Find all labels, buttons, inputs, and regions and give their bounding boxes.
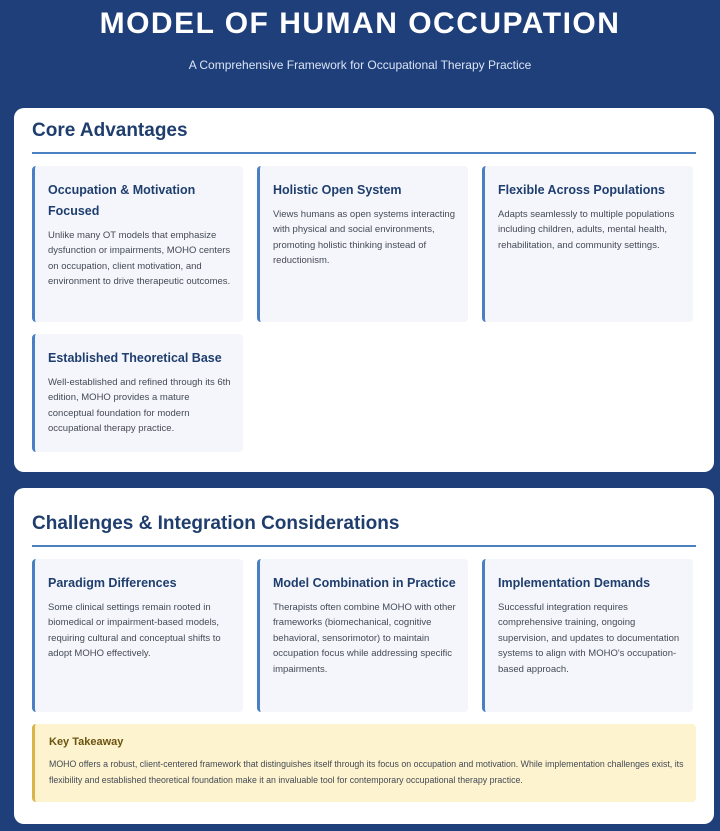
section-title-advantages: Core Advantages [32, 120, 696, 154]
page-title: MODEL OF HUMAN OCCUPATION [99, 7, 621, 40]
page-header [0, 0, 720, 100]
card-title: Occupation & Motivation Focused [48, 183, 196, 218]
takeaway-body: MOHO offers a robust, client-centered framework that distinguishes itself through its focus on occupation and motivation. While implementation challenges exist, its flexibility and established theoretical foundation make it an invaluable tool for contemporary occupational therapy practice. [49, 759, 684, 785]
challenges-panel [14, 488, 714, 824]
takeaway-title: Key Takeaway [49, 736, 124, 748]
card-title: Flexible Across Populations [498, 183, 665, 197]
page-subtitle: A Comprehensive Framework for Occupational Therapy Practice [188, 58, 532, 72]
advantage-card-flexible-populations [482, 166, 693, 322]
challenge-card-implementation-demands [482, 559, 693, 712]
card-body: Adapts seamlessly to multiple populations including children, adults, mental health, rehabilitation, and community settings. [498, 209, 675, 251]
advantages-grid [32, 166, 696, 452]
card-title: Holistic Open System [273, 183, 402, 197]
advantage-card-occupation-motivation [32, 166, 243, 322]
key-takeaway-box [32, 724, 696, 802]
card-body: Some clinical settings remain rooted in biomedical or impairment-based models, requiring cultural and conceptual shifts to adopt MOHO effectively. [48, 602, 221, 660]
card-title: Paradigm Differences [48, 576, 177, 590]
card-body: Views humans as open systems interacting with physical and social environments, promoting holistic thinking instead of reductionism. [273, 209, 455, 267]
card-body: Unlike many OT models that emphasize dysfunction or impairments, MOHO centers on occupation, client motivation, and environment to drive therapeutic outcomes. [48, 230, 231, 288]
challenge-card-paradigm-differences [32, 559, 243, 712]
advantage-card-holistic-open-system [257, 166, 468, 322]
core-advantages-panel [14, 108, 714, 472]
card-title: Model Combination in Practice [273, 576, 456, 590]
challenge-card-model-combination [257, 559, 468, 712]
challenges-grid [32, 559, 696, 712]
section-title-challenges: Challenges & Integration Considerations [32, 500, 696, 547]
card-body: Well-established and refined through its 6th edition, MOHO provides a mature conceptual foundation for modern occupational therapy practice. [48, 377, 231, 435]
advantage-card-theoretical-base [32, 334, 243, 452]
card-body: Therapists often combine MOHO with other frameworks (biomechanical, cognitive behavioral, sensorimotor) to maintain occupation focus while addressing specific impairments. [273, 602, 456, 675]
card-title: Implementation Demands [498, 576, 651, 590]
card-title: Established Theoretical Base [48, 351, 222, 365]
card-body: Successful integration requires comprehensive training, ongoing supervision, and updates to documentation systems to align with MOHO's occupation-based approach. [498, 602, 680, 675]
